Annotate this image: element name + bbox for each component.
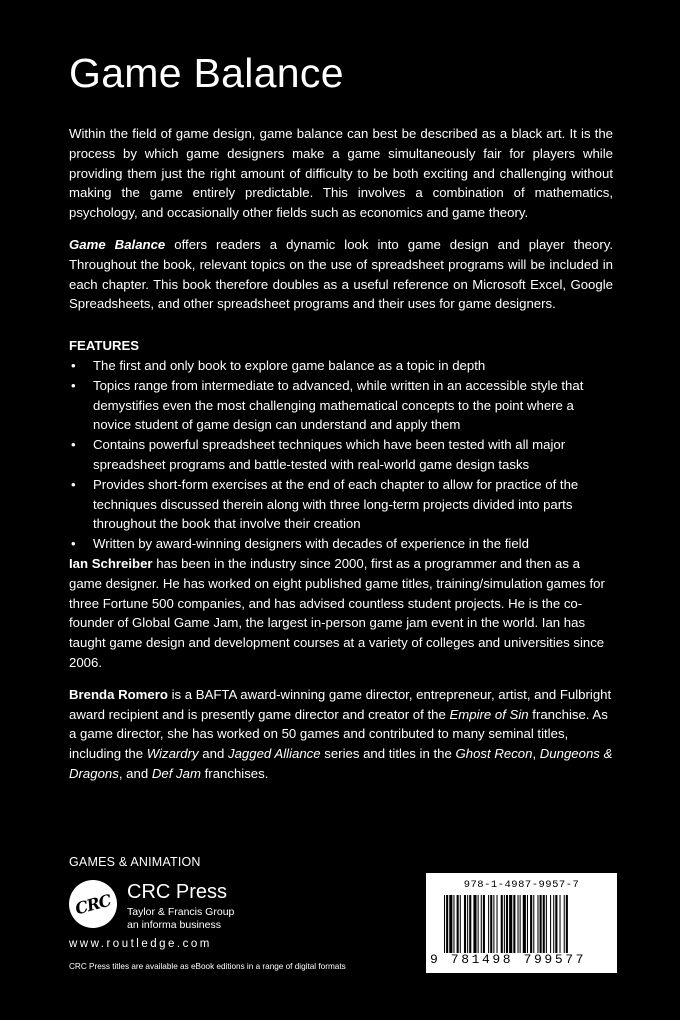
title-mention: Dungeons & Dragons — [69, 746, 613, 781]
bio-text: franchises. — [200, 765, 269, 781]
barcode-bar — [497, 895, 498, 953]
barcode-bar — [540, 895, 542, 953]
barcode-bar — [518, 895, 519, 953]
barcode-bar — [513, 895, 515, 953]
barcode-bar — [560, 895, 561, 953]
barcode-bar — [444, 895, 445, 953]
book-title-inline: Game Balance — [69, 236, 166, 252]
offers-paragraph — [69, 235, 613, 314]
barcode-bar — [488, 895, 489, 953]
barcode-bar — [543, 895, 545, 953]
title-mention: Ghost Recon — [455, 746, 533, 762]
barcode-bar — [546, 895, 547, 953]
barcode-bar — [446, 895, 448, 953]
feature-item: • Provides short-form exercises at the end of each chapter to allow for practice of the techniques discussed therein along with three long-term projects divided into parts throughout the book that involve their creation — [69, 475, 613, 534]
barcode-bar — [537, 895, 538, 953]
bio-text: has been in the industry since 2000, first as a programmer and then as a game designer. He has worked on eight published game titles, training/simulation games for three Fortune 500 companies, and has advised countless student projects. He is the co-founder of Global Game Jam, the largest in-person game jam event in the world. Ian has taught game design and development courses at a variety of colleges and universities since 2006. — [69, 555, 605, 670]
bio-text: is a BAFTA award-winning game director, entrepreneur, artist, and Fulbright award recipient and is presently game director and creator of the — [69, 686, 612, 722]
category-label: GAMES & ANIMATION — [69, 855, 201, 869]
bio-text: series and titles in the — [320, 746, 456, 762]
barcode-bar — [453, 895, 454, 953]
bio-schreiber — [69, 554, 613, 673]
publisher-logo — [69, 880, 289, 940]
barcode — [426, 873, 617, 973]
barcode-bar — [533, 895, 534, 953]
barcode-bar — [506, 895, 508, 953]
barcode-bar — [473, 895, 476, 953]
isbn-number: 978-1-4987-9957-7 — [463, 879, 580, 891]
barcode-bar — [501, 895, 503, 953]
barcode-bar — [564, 895, 565, 953]
intro-paragraph: Within the field of game design, game balance can best be described as a black art. It is the process by which game designers make a game simultaneously fair for players while providing them just the right amount of difficulty to be both exciting and challenging without making the game entirely predictable. This involves a combination of mathematics, psychology, and occasionally other fields such as economics and game theory. — [69, 126, 613, 221]
feature-item: • Contains powerful spreadsheet techniques which have been tested with all major spreadsheet programs and battle-tested with real-world game design tasks — [69, 435, 613, 475]
barcode-bar — [464, 895, 466, 953]
bio-romero — [69, 685, 613, 784]
title-mention: Empire of Sin — [449, 706, 529, 722]
cover-text — [69, 124, 613, 796]
feature-item: • Written by award-winning designers with decades of experience in the field — [69, 534, 613, 554]
title-mention: Def Jam — [151, 765, 201, 781]
bio-text: franchise. As a game director, she has worked on 50 games and contributed to many seminal titles, including the — [69, 706, 608, 762]
barcode-bar — [490, 895, 492, 953]
barcode-bar — [469, 895, 471, 953]
publisher-url: www.routledge.com — [69, 938, 212, 950]
feature-item: • The first and only book to explore game balance as a topic in depth — [69, 356, 613, 376]
book-title: Game Balance — [69, 50, 344, 96]
barcode-bar — [478, 895, 479, 953]
bio-text: and — [198, 746, 228, 762]
barcode-bar — [566, 895, 568, 953]
publisher-group: Taylor & Francis Group — [127, 906, 235, 918]
barcode-bar — [457, 895, 459, 953]
ean-number: 9 781498 799577 — [430, 952, 587, 967]
ebook-note: CRC Press titles are available as eBook editions in a range of digital formats — [69, 962, 346, 971]
barcode-bar — [550, 895, 551, 953]
crc-logo-icon — [69, 880, 117, 928]
crc-logo-text: CRC — [73, 890, 113, 918]
barcode-bar — [530, 895, 532, 953]
author-name: Ian Schreiber — [69, 555, 153, 571]
title-mention: Jagged Alliance — [227, 746, 321, 762]
bio-text: , and — [118, 765, 152, 781]
barcode-bar — [504, 895, 505, 953]
barcode-bar — [449, 895, 452, 953]
barcode-bar — [483, 895, 485, 953]
feature-item: • Topics range from intermediate to advanced, while written in an accessible style that demystifies even the most challenging mathematical concepts to the point where a novice student of game design can understand and apply them — [69, 376, 613, 435]
barcode-bar — [527, 895, 528, 953]
features-list — [69, 356, 613, 554]
features-heading: FEATURES — [69, 338, 140, 354]
offers-text: offers readers a dynamic look into game design and player theory. Throughout the book, relevant topics on the use of spreadsheet programs will be included in each chapter. This book therefore doubles as a useful reference on Microsoft Excel, Google Spreadsheets, and other spreadsheet programs and their uses for game designers. — [69, 236, 613, 312]
barcode-bar — [523, 895, 526, 953]
publisher-tagline: an informa business — [127, 919, 221, 931]
barcode-bar — [520, 895, 521, 953]
author-name: Brenda Romero — [69, 686, 168, 702]
bio-text: , — [532, 746, 540, 762]
barcode-bar — [555, 895, 557, 953]
publisher-name: CRC Press — [127, 881, 228, 903]
title-mention: Wizardry — [146, 746, 199, 762]
barcode-bar — [467, 895, 468, 953]
barcode-bar — [460, 895, 461, 953]
barcode-bar — [553, 895, 554, 953]
barcode-bar — [509, 895, 512, 953]
barcode-bar — [481, 895, 482, 953]
barcode-bars — [442, 895, 612, 953]
barcode-bar — [493, 895, 494, 953]
